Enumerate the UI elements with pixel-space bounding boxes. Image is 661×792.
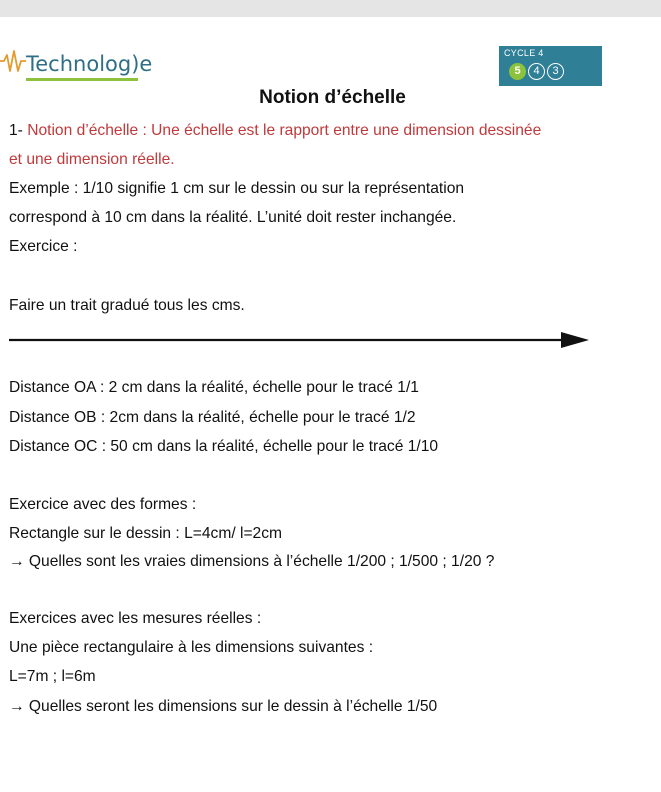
cycle-label: CYCLE 4 <box>504 48 544 58</box>
rectangle-dimensions: Rectangle sur le dessin : L=4cm/ l=2cm <box>9 525 283 542</box>
distance-oc: Distance OC : 50 cm dans la réalité, échelle pour le tracé 1/10 <box>9 438 439 455</box>
graduated-line-arrow <box>9 326 589 354</box>
room-intro: Une pièce rectangulaire à les dimensions suivantes : <box>9 639 374 656</box>
example-line-2: correspond à 10 cm dans la réalité. L’unité doit rester inchangée. <box>9 209 457 226</box>
room-question: → Quelles seront les dimensions sur le dessin à l’échelle 1/50 <box>9 698 438 715</box>
example-line-1: Exemple : 1/10 signifie 1 cm sur le dessin ou sur la représentation <box>9 180 465 197</box>
cycle-levels <box>509 63 564 80</box>
shapes-question: → Quelles sont les vraies dimensions à l’échelle 1/200 ; 1/500 ; 1/20 ? <box>9 553 495 570</box>
definition-number: 1- <box>9 122 28 139</box>
top-bar <box>0 0 661 17</box>
definition-line-1 <box>9 121 541 141</box>
distance-oa: Distance OA : 2 cm dans la réalité, échelle pour le tracé 1/1 <box>9 379 419 396</box>
exercise-instruction: Faire un trait gradué tous les cms. <box>9 297 245 314</box>
room-dimensions: L=7m ; l=6m <box>9 668 96 685</box>
real-exercise-label: Exercices avec les mesures réelles : <box>9 610 262 627</box>
definition-text-1: Notion d’échelle : Une échelle est le rapport entre une dimension dessinée <box>27 122 542 139</box>
cycle-level-4: 4 <box>528 63 545 80</box>
page-title: Notion d’échelle <box>259 87 406 108</box>
distance-ob: Distance OB : 2cm dans la réalité, échelle pour le tracé 1/2 <box>9 409 416 426</box>
technologie-logo <box>0 49 153 89</box>
definition-line-2: et une dimension réelle. <box>9 151 175 168</box>
cycle-badge <box>499 46 602 86</box>
cycle-level-3: 3 <box>547 63 564 80</box>
logo-underline <box>26 78 138 81</box>
shapes-exercise-label: Exercice avec des formes : <box>9 496 197 513</box>
cycle-level-5: 5 <box>509 63 526 80</box>
logo-text: Technolog)e <box>26 52 153 76</box>
exercise-label: Exercice : <box>9 238 78 255</box>
